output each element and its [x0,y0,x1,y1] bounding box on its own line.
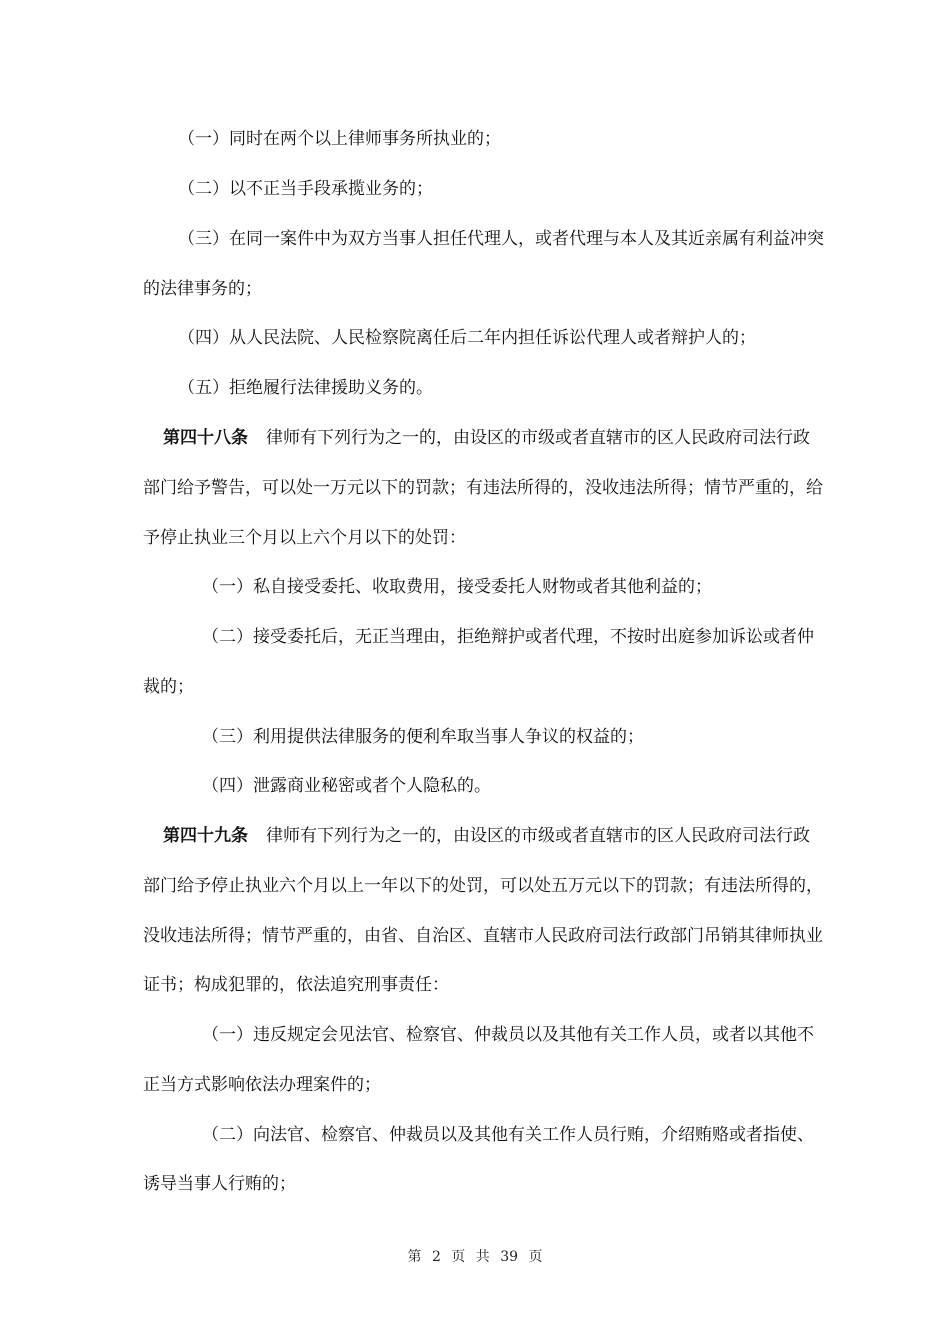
text-line: 部门给予停止执业六个月以上一年以下的处罚，可以处五万元以下的罚款；有违法所得的， [143,876,823,896]
text-line: （三）利用提供法律服务的便利牟取当事人争议的权益的； [202,727,644,747]
text-line: （二）接受委托后，无正当理由，拒绝辩护或者代理，不按时出庭参加诉讼或者仲 [202,627,814,647]
text-line: （五）拒绝履行法律援助义务的。 [178,378,433,398]
text-line: （一）私自接受委托、收取费用，接受委托人财物或者其他利益的； [202,577,712,597]
text-line: 诱导当事人行贿的； [143,1174,296,1194]
text-line: 裁的； [143,677,194,697]
text-line: （二）向法官、检察官、仲裁员以及其他有关工作人员行贿，介绍贿赂或者指使、 [202,1125,814,1145]
article-49-text: 律师有下列行为之一的，由设区的市级或者直辖市的区人民政府司法行政 [266,826,810,846]
article-48-text: 律师有下列行为之一的，由设区的市级或者直辖市的区人民政府司法行政 [266,428,810,448]
article-48-heading: 第四十八条 [163,428,248,448]
text-line: （一）同时在两个以上律师事务所执业的； [178,129,501,149]
text-line: （四）泄露商业秘密或者个人隐私的。 [202,776,491,796]
text-line: 证书；构成犯罪的，依法追究刑事责任： [143,975,449,995]
text-line: （三）在同一案件中为双方当事人担任代理人，或者代理与本人及其近亲属有利益冲突 [178,229,824,249]
text-line: （一）违反规定会见法官、检察官、仲裁员以及其他有关工作人员，或者以其他不 [202,1025,814,1045]
article-49-heading: 第四十九条 [163,826,248,846]
article-49-line [163,824,833,848]
text-line: （四）从人民法院、人民检察院离任后二年内担任诉讼代理人或者辩护人的； [178,328,756,348]
text-line: 予停止执业三个月以上六个月以下的处罚： [143,528,466,548]
text-line: 部门给予警告，可以处一万元以下的罚款；有违法所得的，没收违法所得；情节严重的，给 [143,478,823,498]
text-line: （二）以不正当手段承揽业务的； [178,179,433,199]
text-line: 的法律事务的； [143,279,262,299]
article-48-line [163,426,833,450]
text-line: 没收违法所得；情节严重的，由省、自治区、直辖市人民政府司法行政部门吊销其律师执业 [143,926,823,946]
text-line: 正当方式影响依法办理案件的； [143,1075,381,1095]
page-footer: 第 2 页 共 39 页 [407,1249,543,1265]
